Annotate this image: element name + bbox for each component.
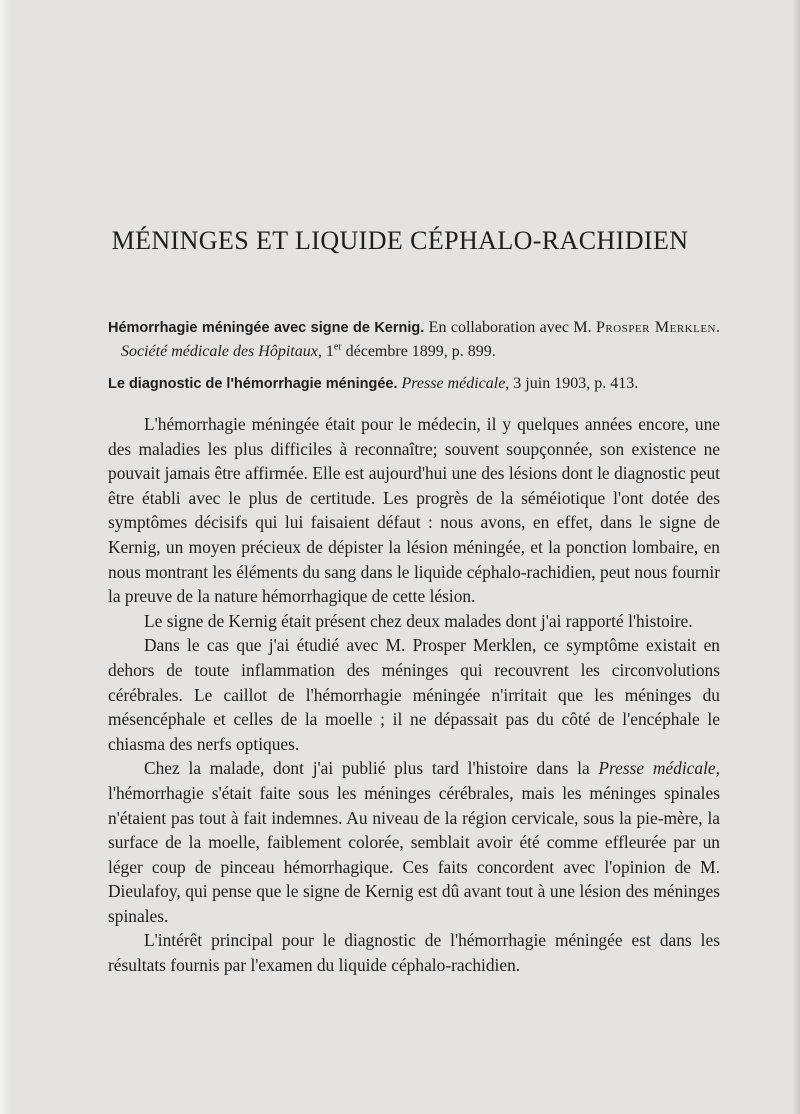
reference-title: Hémorrhagie méningée avec signe de Kernig. xyxy=(108,320,425,336)
paragraph-4-journal: Presse médicale xyxy=(598,758,716,779)
page-title: MÉNINGES ET LIQUIDE CÉPHALO-RACHIDIEN xyxy=(111,226,689,255)
reference-date: 3 juin 1903, p. 413. xyxy=(509,375,639,392)
reference-collab-name: Prosper Merklen xyxy=(596,319,716,336)
paragraph-4-start: Chez la malade, dont j'ai publié plus tard l'histoire dans la xyxy=(144,758,599,779)
paragraph-5: L'intérêt principal pour le diagnostic de l'hémorrhagie méningée est dans les résultats fournis par l'examen du liquide céphalo-rachidien. xyxy=(108,930,720,976)
body-text xyxy=(108,412,720,978)
reference-journal: Presse médicale, xyxy=(401,375,510,392)
paragraph-1: L'hémorrhagie méningée était pour le médecin, il y quelques années encore, une des maladies les plus difficiles à reconnaître; souvent soupçonnée, son existence ne pouvait jamais être affirmée. Elle est aujourd'hui une des lésions dont le diagnostic peut être établi avec le plus de certitude. Les progrès de la séméiotique l'ont dotée des symptômes décisifs qui lui faisaient défaut : nous avons, en effet, dans le signe de Kernig, un moyen précieux de dépister la lésion méningée, et la ponction lombaire, en nous montrant les éléments du sang dans le liquide céphalo-rachidien, peut nous fournir la preuve de la nature hémorrhagique de cette lésion. xyxy=(108,414,720,607)
paragraph-3: Dans le cas que j'ai étudié avec M. Prosper Merklen, ce symptôme existait en dehors de toute inflammation des méninges qui recouvrent les circonvolutions cérébrales. Le caillot de l'hémorrhagie méningée n'irritait que les méninges du mésencéphale et celles de la moelle ; il ne dépassait pas du côté de l'encéphale le chiasma des nerfs optiques. xyxy=(108,635,720,754)
reference-date-rest: décembre 1899, p. 899. xyxy=(341,343,496,360)
reference-date-sup: er xyxy=(333,341,342,353)
reference-collab-prefix: En collaboration avec M. xyxy=(424,319,597,336)
reference-journal: Société médicale des Hôpitaux, xyxy=(121,343,322,360)
reference-item xyxy=(108,372,720,396)
reference-title: Le diagnostic de l'hémorrhagie méningée. xyxy=(108,376,398,392)
paragraph-4-rest: , l'hémorrhagie s'était faite sous les méninges cérébrales, mais les méninges spinales n'étaient pas tout à fait indemnes. Au niveau de la région cervicale, sous la pie-mère, la surface de la moelle, faiblement colorée, semblait avoir été comme effleurée par un léger coup de pinceau hémorrhagique. Ces faits concordent avec l'opinion de M. Dieulafoy, qui pense que le signe de Kernig est dû avant tout à une lésion des méninges spinales. xyxy=(108,758,720,926)
reference-list xyxy=(108,316,720,405)
reference-item xyxy=(108,316,720,363)
paragraph-4 xyxy=(108,756,720,928)
reference-separator: . xyxy=(716,319,720,336)
paragraph-2: Le signe de Kernig était présent chez deux malades dont j'ai rapporté l'histoire. xyxy=(144,610,693,631)
reference-date-num: 1 xyxy=(321,343,334,360)
